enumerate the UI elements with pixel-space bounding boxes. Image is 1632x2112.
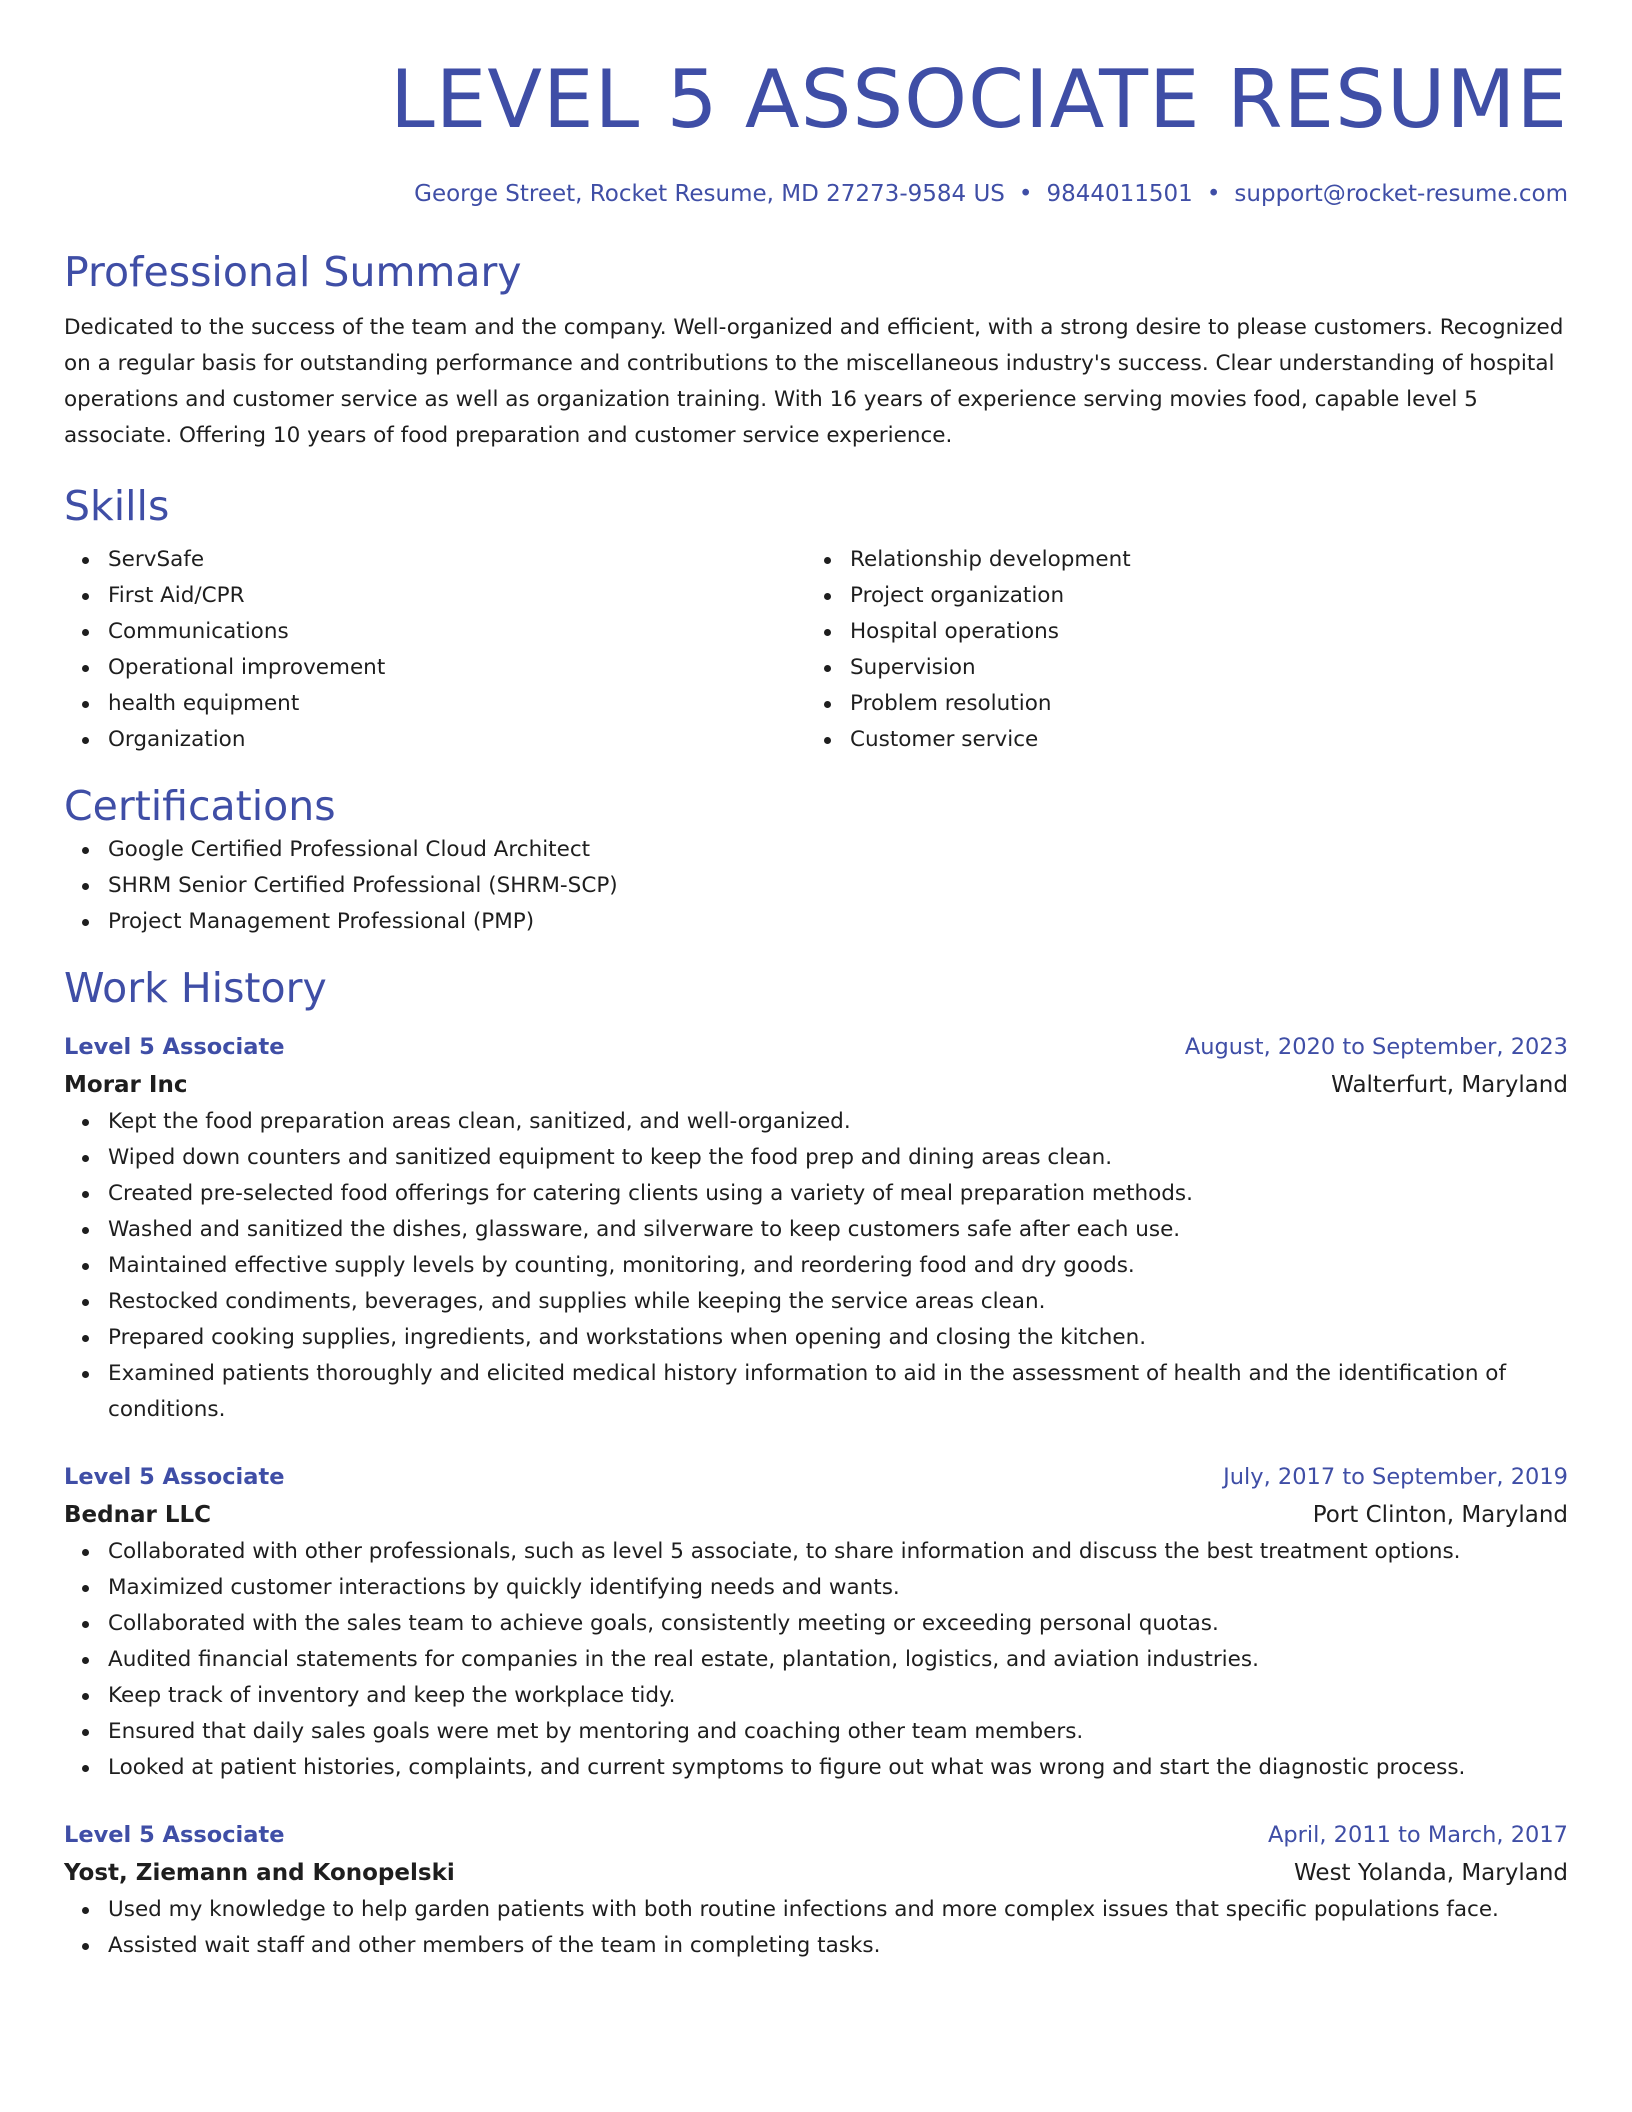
job-company: Yost, Ziemann and Konopelski xyxy=(64,1860,455,1886)
job-company-row xyxy=(64,1496,1568,1534)
skill-item: Operational improvement xyxy=(108,650,806,686)
job-bullet: Restocked condiments, beverages, and supplies while keeping the service areas clean. xyxy=(108,1284,1568,1320)
job-bullet: Ensured that daily sales goals were met by mentoring and coaching other team members. xyxy=(108,1714,1568,1750)
job-header-row xyxy=(64,1028,1568,1066)
job-dates: July, 2017 to September, 2019 xyxy=(1223,1464,1568,1490)
contact-phone[interactable]: 9844011501 xyxy=(1046,181,1193,207)
job-bullet: Examined patients thoroughly and elicited medical history information to aid in the assessment of health and the identification of conditions. xyxy=(108,1356,1568,1428)
skill-item: Customer service xyxy=(850,722,1548,758)
skill-item: First Aid/CPR xyxy=(108,578,806,614)
contact-address: George Street, Rocket Resume, MD 27273-9584 US xyxy=(414,181,1005,207)
certification-item: SHRM Senior Certified Professional (SHRM-SCP) xyxy=(108,868,1568,904)
job-bullet: Created pre-selected food offerings for catering clients using a variety of meal preparation methods. xyxy=(108,1176,1568,1212)
job-bullet: Prepared cooking supplies, ingredients, and workstations when opening and closing the kitchen. xyxy=(108,1320,1568,1356)
skills-column-right xyxy=(806,542,1548,758)
job-location: West Yolanda, Maryland xyxy=(1294,1860,1568,1886)
job-position: Level 5 Associate xyxy=(64,1822,285,1848)
skill-item: health equipment xyxy=(108,686,806,722)
skill-item: Organization xyxy=(108,722,806,758)
job-header-row xyxy=(64,1816,1568,1854)
skills-heading: Skills xyxy=(64,482,170,530)
skills-grid xyxy=(64,542,1568,758)
job-bullet-list xyxy=(64,1892,1568,1964)
job-bullet: Washed and sanitized the dishes, glassware, and silverware to keep customers safe after each use. xyxy=(108,1212,1568,1248)
job-entry xyxy=(64,1458,1568,1786)
certifications-list xyxy=(64,832,1568,940)
contact-line xyxy=(64,180,1568,208)
job-company-row xyxy=(64,1854,1568,1892)
skill-item: Hospital operations xyxy=(850,614,1548,650)
contact-separator: • xyxy=(1018,181,1033,207)
job-position: Level 5 Associate xyxy=(64,1464,285,1490)
job-bullet: Wiped down counters and sanitized equipment to keep the food prep and dining areas clean. xyxy=(108,1140,1568,1176)
job-company: Morar Inc xyxy=(64,1072,188,1098)
job-bullet-list xyxy=(64,1534,1568,1786)
job-bullet: Maximized customer interactions by quickly identifying needs and wants. xyxy=(108,1570,1568,1606)
job-company-row xyxy=(64,1066,1568,1104)
job-company: Bednar LLC xyxy=(64,1502,212,1528)
job-bullet-list xyxy=(64,1104,1568,1428)
work-history-heading: Work History xyxy=(64,964,327,1012)
summary-heading: Professional Summary xyxy=(64,248,522,296)
job-bullet: Looked at patient histories, complaints, and current symptoms to figure out what was wrong and start the diagnostic process. xyxy=(108,1750,1568,1786)
job-dates: August, 2020 to September, 2023 xyxy=(1184,1034,1568,1060)
summary-text: Dedicated to the success of the team and the company. Well-organized and efficient, with a strong desire to please customers. Recognized on a regular basis for outstanding performance and contributions to the miscellaneous industry's success. Clear understanding of hospital operations and customer service as well as organization training. With 16 years of experience serving movies food, capable level 5 associate. Offering 10 years of food preparation and customer service experience. xyxy=(64,315,1564,448)
skill-item: Communications xyxy=(108,614,806,650)
job-bullet: Collaborated with the sales team to achieve goals, consistently meeting or exceeding personal quotas. xyxy=(108,1606,1568,1642)
certification-item: Project Management Professional (PMP) xyxy=(108,904,1568,940)
job-header-row xyxy=(64,1458,1568,1496)
job-position: Level 5 Associate xyxy=(64,1034,285,1060)
skill-item: ServSafe xyxy=(108,542,806,578)
skills-list-right xyxy=(806,542,1548,758)
job-entry xyxy=(64,1816,1568,1964)
resume-title: LEVEL 5 ASSOCIATE RESUME xyxy=(390,53,1568,146)
contact-email[interactable]: support@rocket-resume.com xyxy=(1234,181,1568,207)
contact-separator: • xyxy=(1206,181,1221,207)
job-bullet: Assisted wait staff and other members of the team in completing tasks. xyxy=(108,1928,1568,1964)
job-bullet: Keep track of inventory and keep the workplace tidy. xyxy=(108,1678,1568,1714)
job-bullet: Audited financial statements for companies in the real estate, plantation, logistics, and aviation industries. xyxy=(108,1642,1568,1678)
job-bullet: Kept the food preparation areas clean, sanitized, and well-organized. xyxy=(108,1104,1568,1140)
job-entry xyxy=(64,1028,1568,1428)
skill-item: Supervision xyxy=(850,650,1548,686)
skills-list-left xyxy=(64,542,806,758)
job-location: Walterfurt, Maryland xyxy=(1331,1072,1568,1098)
certification-item: Google Certified Professional Cloud Architect xyxy=(108,832,1568,868)
skill-item: Problem resolution xyxy=(850,686,1548,722)
job-location: Port Clinton, Maryland xyxy=(1312,1502,1568,1528)
skills-column-left xyxy=(64,542,806,758)
job-bullet: Collaborated with other professionals, such as level 5 associate, to share information and discuss the best treatment options. xyxy=(108,1534,1568,1570)
skill-item: Relationship development xyxy=(850,542,1548,578)
job-dates: April, 2011 to March, 2017 xyxy=(1267,1822,1568,1848)
certifications-heading: Certifications xyxy=(64,782,336,830)
skill-item: Project organization xyxy=(850,578,1548,614)
job-bullet: Maintained effective supply levels by counting, monitoring, and reordering food and dry goods. xyxy=(108,1248,1568,1284)
job-bullet: Used my knowledge to help garden patients with both routine infections and more complex issues that specific populations face. xyxy=(108,1892,1568,1928)
resume-header xyxy=(64,52,1568,208)
